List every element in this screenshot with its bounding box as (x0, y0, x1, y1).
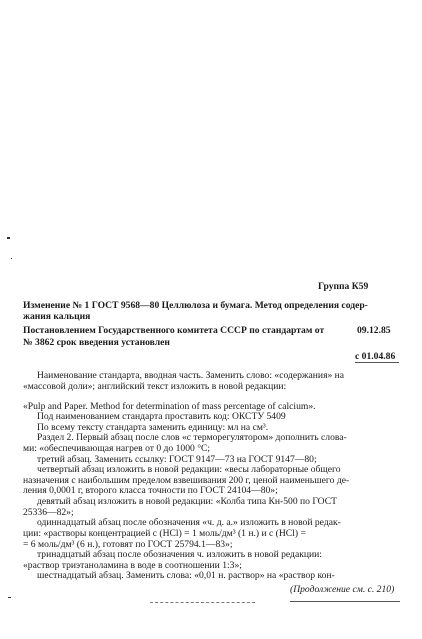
continuation-note: (Продолжение см. с. 210) (290, 584, 395, 595)
effective-date: с 01.04.86 (355, 351, 396, 362)
effective-date-underline (355, 362, 399, 363)
scan-speck (8, 597, 11, 598)
body-line: «массовой доли»; английский текст изложить в новой редакции: (23, 381, 287, 392)
body-line: «Pulp and Paper. Method for determination of mass percentage of calcium». (23, 401, 316, 412)
body-line: = 6 моль/дм³ (6 н.), готовят по ГОСТ 25794.1—83»; (23, 539, 233, 550)
body-line: третий абзац. Заменить ссылку: ГОСТ 9147—73 на ГОСТ 9147—80; (37, 454, 317, 465)
decree-line1: Постановлением Государственного комитета СССР по стандартам от (23, 325, 325, 336)
body-line: назначения с наибольшим пределом взвешивания 200 г, ценой наименьшего де- (23, 475, 350, 486)
body-line: ми: «обеспечивающая нагрев от 0 до 1000 °С; (23, 443, 211, 454)
body-line: Раздел 2. Первый абзац после слов «с терморегулятором» дополнить слова- (37, 432, 347, 443)
body-line: Наименование стандарта, вводная часть. Заменить слово: «содержания» на (37, 370, 345, 381)
group-label: Группа К59 (318, 281, 369, 292)
body-line: По всему тексту стандарта заменить единицу: мл на см³. (37, 422, 269, 433)
decree-line2: № 3862 срок введения установлен (23, 337, 170, 348)
body-line: 25336—82»; (23, 507, 74, 518)
body-line: тринадцатый абзац после обозначения ч. изложить в новой редакции: (37, 549, 322, 560)
body-line: четвертый абзац изложить в новой редакции: «весы лабораторные общего (37, 464, 341, 475)
body-line: ления 0,0001 г, второго класса точности по ГОСТ 24104—80»; (23, 485, 278, 496)
body-line: девятый абзац изложить в новой редакции: «Колба типа Кн-500 по ГОСТ (37, 496, 337, 507)
amendment-title-line2: жания кальция (23, 311, 91, 322)
body-line: ции: «растворы концентрацией с (HCl) = 1 моль/дм³ (1 н.) и с (HCl) = (23, 528, 306, 539)
body-line: «раствор триэтаноламина в воде в соотношении 1:3»; (23, 560, 242, 571)
footer-rule (290, 601, 400, 602)
scan-speck (11, 258, 12, 259)
body-line: одиннадцатый абзац после обозначения «ч. д. а.» изложить в новой редак- (37, 517, 341, 528)
amendment-title-line1: Изменение № 1 ГОСТ 9568—80 Целлюлоза и бумага. Метод определения содер- (23, 300, 368, 311)
scan-speck (7, 237, 10, 239)
body-line: Под наименованием стандарта проставить код: ОКСТУ 5409 (37, 411, 286, 422)
decree-date: 09.12.85 (357, 325, 391, 336)
footer-dashed-rule (150, 602, 255, 604)
body-line: шестнадцатый абзац. Заменить слова: «0,01 н. раствор» на «раствор кон- (37, 570, 335, 581)
